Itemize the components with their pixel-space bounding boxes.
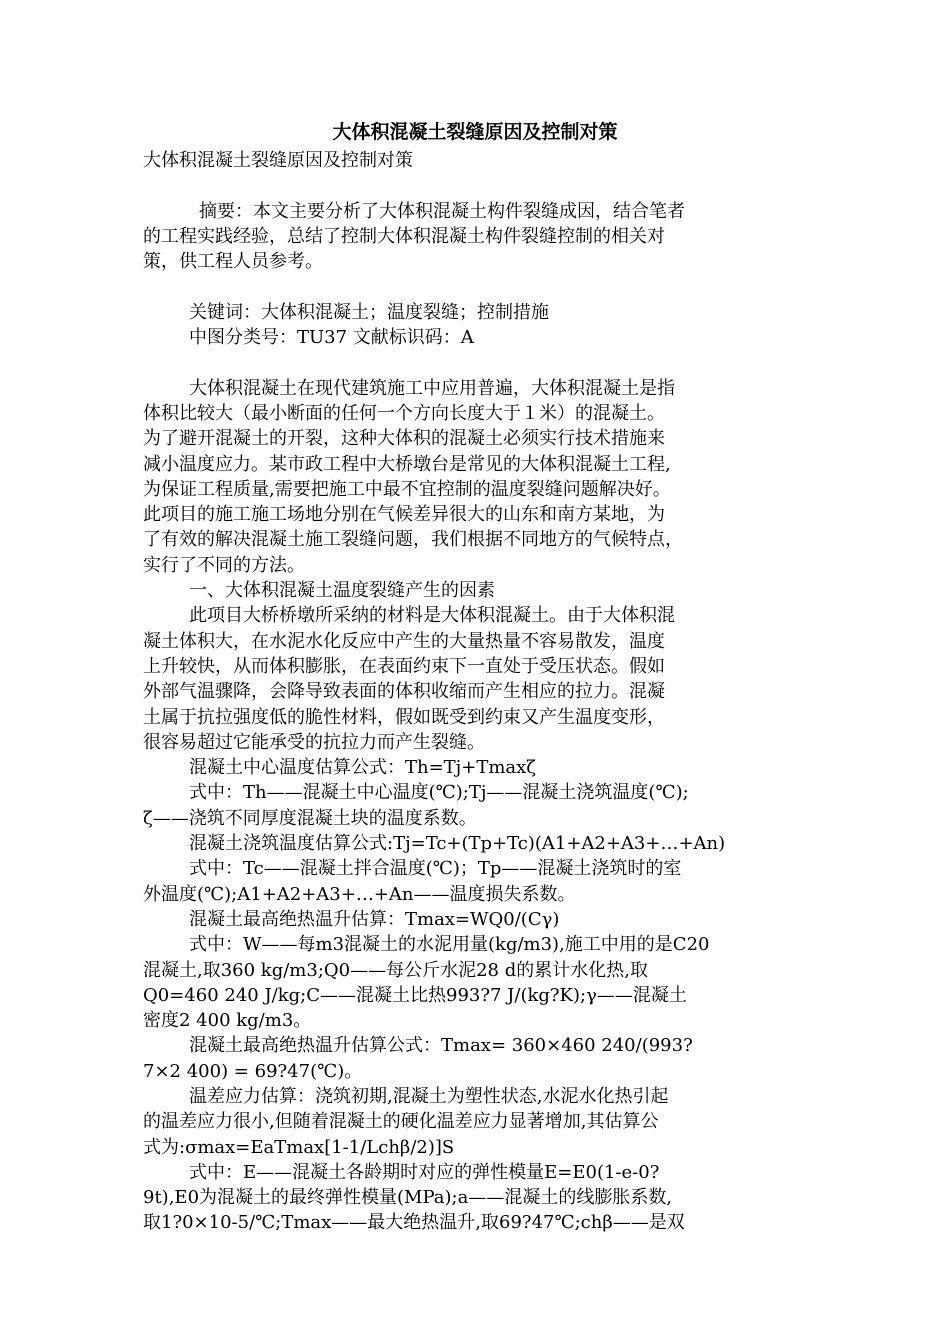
formula-line: 混凝土最高绝热温升估算：Tmax=WQ0/(Cγ) (189, 908, 560, 930)
paragraph-line: 的温差应力很小,但随着混凝土的硬化温差应力显著增加,其估算公 (143, 1111, 659, 1133)
document-body (143, 148, 813, 1236)
formula-note-line: 密度2 400 kg/m3。 (143, 1010, 312, 1032)
formula-note-line: 式中：Th——混凝土中心温度(℃);Tj——混凝土浇筑温度(℃); (189, 782, 689, 804)
blank-line (143, 173, 813, 198)
paragraph-line: 外部气温骤降，会降导致表面的体积收缩而产生相应的拉力。混凝 (143, 681, 665, 703)
abstract-line: 策，供工程人员参考。 (143, 251, 323, 273)
paragraph-line: 温差应力估算：浇筑初期,混凝土为塑性状态,水泥水化热引起 (189, 1085, 669, 1107)
abstract-line: 的工程实践经验，总结了控制大体积混凝土构件裂缝控制的相关对 (143, 225, 665, 247)
paragraph-line: 上升较快，从而体积膨胀，在表面约束下一直处于受压状态。假如 (143, 655, 665, 677)
formula-note-line: 式中：W——每m3混凝土的水泥用量(kg/m3),施工中用的是C20 (189, 934, 710, 956)
blank-line (143, 274, 813, 299)
classification-line: 中图分类号：TU37 文献标识码：A (189, 327, 474, 349)
formula-line: 混凝土浇筑温度估算公式:Tj=Tc+(Tp+Tc)(A1+A2+A3+…+An) (189, 833, 726, 855)
formula-note-line: 式中：E——混凝土各龄期时对应的弹性模量E=E0(1-e-0? (189, 1161, 660, 1183)
formula-note-line: 取1?0×10-5/℃;Tmax——最大绝热温升,取69?47℃;chβ——是双 (143, 1212, 685, 1234)
document-subtitle: 大体积混凝土裂缝原因及控制对策 (143, 150, 413, 171)
formula-note-line: 式中：Tc——混凝土拌合温度(℃)；Tp——混凝土浇筑时的室 (189, 858, 682, 880)
document-title: 大体积混凝土裂缝原因及控制对策 (332, 121, 618, 143)
section-heading: 一、大体积混凝土温度裂缝产生的因素 (189, 580, 495, 602)
formula-note-line: Q0=460 240 J/kg;C——混凝土比热993?7 J/(kg?K);γ——混凝土 (143, 984, 687, 1006)
formula-line: 混凝土最高绝热温升估算公式：Tmax= 360×460 240/(993? (189, 1035, 693, 1057)
paragraph-line: 为保证工程质量,需要把施工中最不宜控制的温度裂缝问题解决好。 (143, 478, 671, 500)
keywords-line: 关键词：大体积混凝土；温度裂缝；控制措施 (189, 301, 549, 323)
formula-line: 7×2 400) = 69?47(℃)。 (143, 1060, 363, 1082)
abstract-line: 摘要：本文主要分析了大体积混凝土构件裂缝成因，结合笔者 (199, 200, 685, 222)
paragraph-line: 了有效的解决混凝土施工裂缝问题，我们根据不同地方的气候特点， (143, 529, 683, 551)
formula-line: 混凝土中心温度估算公式：Th=Tj+Tmaxζ (189, 757, 537, 779)
paragraph-line: 凝土体积大，在水泥水化反应中产生的大量热量不容易散发，温度 (143, 630, 665, 652)
paragraph-line: 土属于抗拉强度低的脆性材料，假如既受到约束又产生温度变形， (143, 706, 665, 728)
paragraph-line: 减小温度应力。某市政工程中大桥墩台是常见的大体积混凝土工程, (143, 453, 671, 475)
blank-line (143, 350, 813, 375)
formula-note-line: 9t),E0为混凝土的最终弹性模量(MPa);a——混凝土的线膨胀系数, (143, 1187, 673, 1209)
paragraph-line: 此项目大桥桥墩所采纳的材料是大体积混凝土。由于大体积混 (189, 605, 675, 627)
paragraph-line: 很容易超过它能承受的抗拉力而产生裂缝。 (143, 731, 485, 753)
paragraph-line: 此项目的施工施工场地分别在气候差异很大的山东和南方某地，为 (143, 504, 665, 526)
paragraph-line: 体积比较大（最小断面的任何一个方向长度大于１米）的混凝土。 (143, 402, 665, 424)
formula-note-line: 外温度(℃);A1+A2+A3+…+An——温度损失系数。 (143, 883, 576, 905)
formula-note-line: ζ——浇筑不同厚度混凝土块的温度系数。 (143, 807, 477, 829)
formula-line: 式为:σmax=EaTmax[1-1/Lchβ/2)]S (143, 1136, 455, 1158)
paragraph-line: 为了避开混凝土的开裂，这种大体积的混凝土必须实行技术措施来 (143, 428, 665, 450)
paragraph-line: 大体积混凝土在现代建筑施工中应用普遍，大体积混凝土是指 (189, 377, 675, 399)
paragraph-line: 实行了不同的方法。 (143, 554, 305, 576)
formula-note-line: 混凝土,取360 kg/m3;Q0——每公斤水泥28 d的累计水化热,取 (143, 959, 648, 981)
